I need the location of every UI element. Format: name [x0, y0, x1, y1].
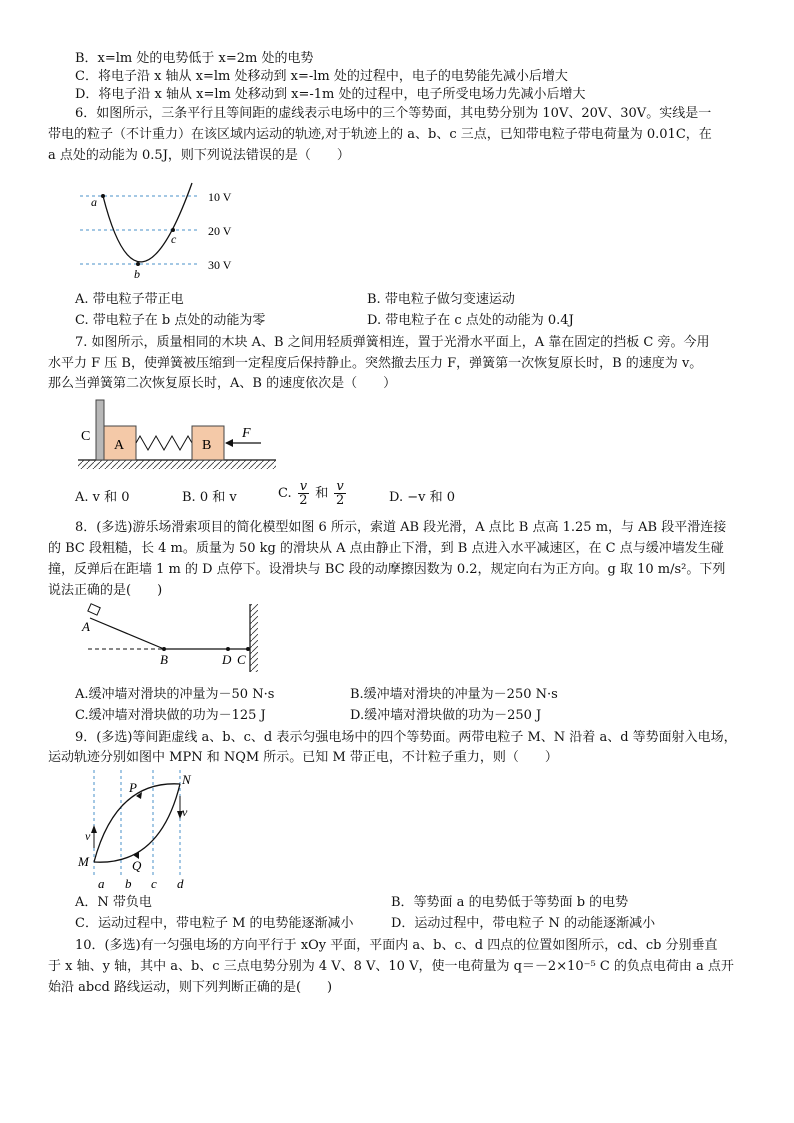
label-b: b	[125, 876, 132, 891]
q8-stem-line4: 说法正确的是( )	[48, 583, 163, 598]
label-q: Q	[132, 858, 142, 873]
q7-option-c	[278, 480, 348, 507]
q5-option-b: B．x=lm 处的电势低于 x=2m 处的电势	[75, 51, 314, 66]
label-c: c	[171, 232, 177, 246]
q6-option-c: C. 带电粒子在 b 点处的动能为零	[75, 313, 266, 328]
label-b: B	[202, 438, 212, 453]
label-m: M	[78, 854, 89, 869]
label-c: c	[151, 876, 157, 891]
q10-stem-line1: 10．(多选)有一匀强电场的方向平行于 xOy 平面，平面内 a、b、c、d 四点的位置如图所示，cd、cb 分别垂直	[75, 938, 718, 953]
q9-option-a: A．N 带负电	[75, 895, 152, 910]
q6-figure	[70, 180, 250, 280]
q6-option-b: B. 带电粒子做匀变速运动	[367, 292, 515, 307]
q6-stem-line3: a 点处的动能为 0.5J，则下列说法错误的是（ ）	[48, 148, 350, 163]
label-c: C	[81, 429, 91, 444]
q7-stem-line1: 7. 如图所示，质量相同的木块 A、B 之间用轻质弹簧相连，置于光滑水平面上，A 靠在固定的挡板 C 旁。今用	[75, 335, 710, 350]
slider-block	[88, 604, 100, 615]
label-v-n: v	[182, 805, 188, 819]
wall-c	[96, 400, 104, 460]
point-d	[226, 647, 230, 651]
q8-option-d: D.缓冲墙对滑块做的功为－250 J	[350, 708, 542, 723]
q7-option-b: B. 0 和 v	[182, 490, 237, 505]
label-a: a	[91, 195, 97, 209]
point-b	[162, 647, 166, 651]
q10-stem-line3: 始沿 abcd 路线运动，则下列判断正确的是( )	[48, 980, 333, 995]
q8-option-c: C.缓冲墙对滑块做的功为－125 J	[75, 708, 266, 723]
q6-option-a: A. 带电粒子带正电	[75, 292, 184, 307]
point-a	[101, 194, 105, 198]
trajectory	[103, 183, 192, 262]
q10-stem-line2: 于 x 轴、y 轴，其中 a、b、c 三点电势分别为 4 V、8 V、10 V，使一电荷量为 q＝－2×10⁻⁵ C 的负点电荷由 a 点开	[48, 959, 734, 974]
q9-stem-line1: 9．(多选)等间距虚线 a、b、c、d 表示匀强电场中的四个等势面。两带电粒子 M、N 沿着 a、d 等势面射入电场，	[75, 730, 737, 745]
fraction-v-over-2: $\frac{v}{2}$	[299, 479, 308, 508]
q7-option-d: D. −v 和 0	[389, 490, 455, 505]
label-a: A	[82, 619, 90, 634]
q7-figure	[76, 396, 281, 476]
q8-stem-line3: 撞，反弹后在距墙 1 m 的 D 点停下。设滑块与 BC 段的动摩擦因数为 0.2，规定向右为正方向。g 取 10 m/s²。下列	[48, 562, 726, 577]
fraction-v-over-2-second: $\frac{v}{2}$	[335, 479, 345, 508]
q9-option-b: B．等势面 a 的电势低于等势面 b 的电势	[391, 895, 629, 910]
spring	[136, 436, 192, 450]
label-b: B	[160, 652, 168, 667]
label-b: b	[134, 267, 140, 281]
wall-hatch	[250, 604, 258, 672]
q9-figure	[76, 770, 206, 895]
q6-stem-line2: 带电的粒子（不计重力）在该区域内运动的轨迹,对于轨迹上的 a、b、c 三点，已知带电粒子带电荷量为 0.01C，在	[48, 127, 712, 142]
q8-stem-line1: 8．(多选)游乐场滑索项目的简化模型如图 6 所示，索道 AB 段光滑，A 点比 B 点高 1.25 m，与 AB 段平滑连接	[75, 520, 727, 535]
label-d: D	[222, 652, 232, 667]
q5-option-c: C．将电子沿 x 轴从 x=lm 处移动到 x=-lm 处的过程中，电子的电势能先减小后增大	[75, 69, 568, 84]
q8-figure	[78, 604, 278, 676]
q8-stem-line2: 的 BC 段粗糙，长 4 m。质量为 50 kg 的滑块从 A 点由静止下滑，到 B 点进入水平减速区，在 C 点与缓冲墙发生碰	[48, 541, 724, 556]
label-10v: 10 V	[208, 190, 232, 204]
q7-stem-line3: 那么当弹簧第二次恢复原长时，A、B 的速度依次是（ ）	[48, 376, 397, 391]
label-20v: 20 V	[208, 224, 232, 238]
q9-stem-line2: 运动轨迹分别如图中 MPN 和 NQM 所示。已知 M 带正电，不计粒子重力，则（ ）	[48, 750, 558, 765]
label-p: P	[129, 780, 137, 795]
q8-option-b: B.缓冲墙对滑块的冲量为－250 N·s	[350, 687, 558, 702]
force-arrowhead	[225, 439, 233, 447]
point-b	[136, 262, 140, 266]
label-d: d	[177, 876, 184, 891]
velocity-m-arrowhead	[91, 825, 97, 833]
label-a: a	[98, 876, 105, 891]
q9-option-d: D．运动过程中，带电粒子 N 的动能逐渐减小	[391, 916, 656, 931]
label-30v: 30 V	[208, 258, 232, 272]
ground-hatch	[78, 460, 276, 469]
q6-stem-line1: 6．如图所示，三条平行且等间距的虚线表示电场中的三个等势面，其电势分别为 10V、20V、30V。实线是一	[75, 106, 712, 121]
point-c	[246, 647, 250, 651]
label-v-m: v	[85, 829, 91, 843]
label-a: A	[114, 438, 125, 453]
q7-stem-line2: 水平力 F 压 B，使弹簧被压缩到一定程度后保持静止。突然撤去压力 F，弹簧第一次恢复原长时，B 的速度为 v。	[48, 356, 703, 371]
q7-option-c-prefix: C.	[278, 486, 292, 501]
q7-option-c-and: 和	[315, 486, 329, 501]
q7-option-a: A. v 和 0	[75, 490, 130, 505]
label-f: F	[242, 426, 251, 441]
incline-ab	[90, 618, 164, 649]
q6-option-d: D. 带电粒子在 c 点处的动能为 0.4J	[367, 313, 574, 328]
label-c: C	[237, 652, 246, 667]
label-n: N	[182, 772, 191, 787]
q5-option-d: D．将电子沿 x 轴从 x=lm 处移动到 x=-1m 处的过程中，电子所受电场力先减小后增大	[75, 87, 586, 102]
q9-option-c: C．运动过程中，带电粒子 M 的电势能逐渐减小	[75, 916, 354, 931]
q8-option-a: A.缓冲墙对滑块的冲量为－50 N·s	[75, 687, 275, 702]
